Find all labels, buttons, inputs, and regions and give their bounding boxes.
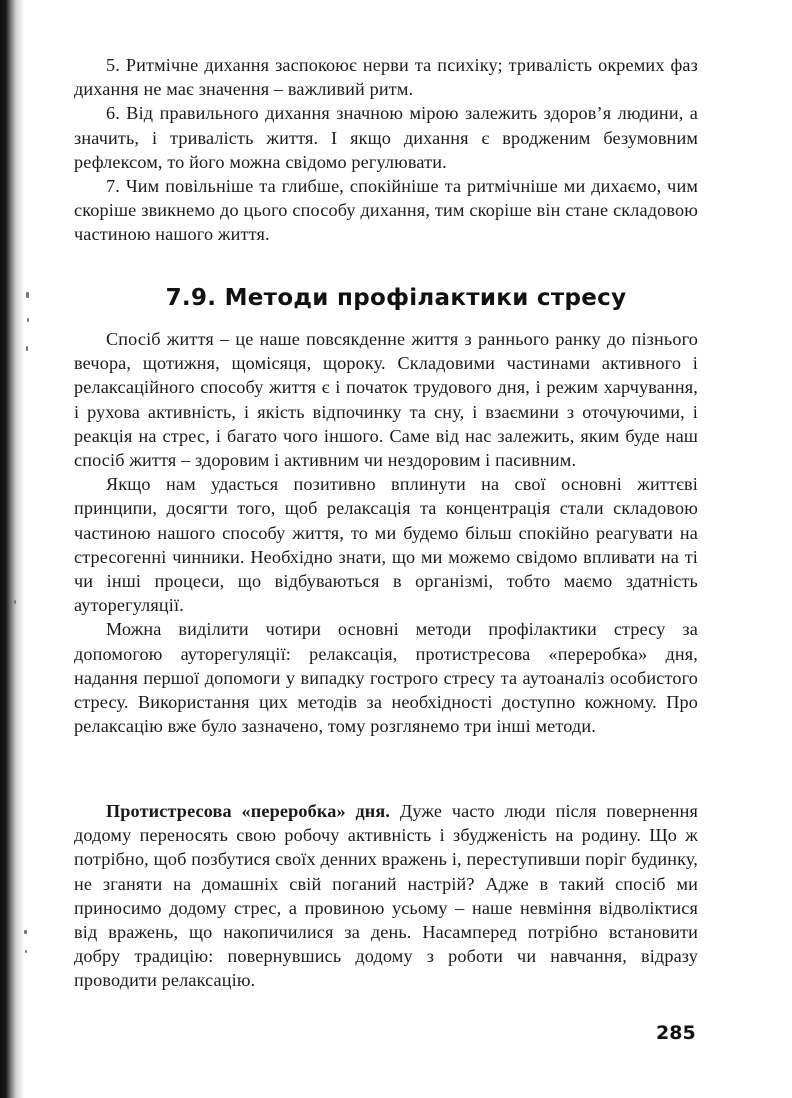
subsection-heading: Протистресова «переробка» дня.: [106, 801, 391, 821]
section-heading: 7.9. Методи профілактики стресу: [165, 285, 627, 311]
body-paragraph: Можна виділити чотири основні методи профілактики стресу за допомогою ауторегуляції: релаксація, протистресова «переробка» дня, надання першої допомоги у випадку гострого стресу та аутоаналіз особистого стресу. Використання цих методів за необхідності доступно кожному. Про релаксацію вже було зазначено, тому розглянемо три інші методи.: [74, 619, 698, 737]
body-paragraph: [74, 799, 698, 993]
page-binding-shadow: [0, 0, 24, 1098]
list-item: 6. Від правильного дихання значною мірою залежить здоров’я людини, а значить, і тривалість життя. І якщо дихання є вродженим безумовним рефлексом, то його можна свідомо регулювати.: [74, 103, 698, 172]
scan-speck: [26, 346, 28, 351]
scan-speck: [24, 930, 27, 934]
list-item: 7. Чим повільніше та глибше, спокійніше та ритмічніше ми дихаємо, чим скоріше звикнемо до цього способу дихання, тим скоріше він стане складовою частиною нашого життя.: [74, 176, 698, 245]
body-paragraph: Якщо нам удасться позитивно вплинути на свої основні життєві принципи, досягти того, щоб релаксація та концентрація стали складовою частиною нашого способу життя, то ми будемо більш спокійно реагувати на стресогенні чинники. Необхідно знати, що ми можемо свідомо впливати на ті чи інші процеси, що відбуваються в організмі, тобто маємо здатність ауторегуляції.: [74, 474, 698, 616]
body-paragraph: Спосіб життя – це наше повсякденне життя з раннього ранку до пізнього вечора, щотижня, щомісяця, щороку. Складовими частинами активного і релаксаційного способу життя є і початок трудового дня, і режим харчування, і рухова активність, і якість відпочинку та сну, і взаємини з оточуючими, і реакція на стрес, і багато чого іншого. Саме від нас залежить, яким буде наш спосіб життя – здоровим і активним чи нездоровим і пасивним.: [74, 329, 698, 471]
page-number: 285: [656, 1022, 696, 1044]
scan-speck: [14, 600, 16, 604]
subsection-text: Дуже часто люди після повернення додому переносять свою робочу активність і збудженість на родину. Що ж потрібно, щоб позбутися своїх денних вражень і, переступивши поріг будинку, не зганяти на домашніх свій поганий настрій? Адже в такий спосіб ми приносимо додому стрес, а провиною усьому – наше невміння відволіктися від вражень, що накопичилися за день. Насамперед потрібно встановити добру традицію: повернувшись додому з роботи чи навчання, відразу проводити релаксацію.: [74, 801, 698, 991]
section-body: [74, 327, 698, 738]
numbered-list: [74, 53, 698, 247]
subsection-body: [74, 799, 698, 993]
scan-speck: [25, 950, 27, 953]
list-item: 5. Ритмічне дихання заспокоює нерви та психіку; тривалість окремих фаз дихання не має значення – важливий ритм.: [74, 55, 698, 100]
scan-speck: [27, 318, 29, 322]
